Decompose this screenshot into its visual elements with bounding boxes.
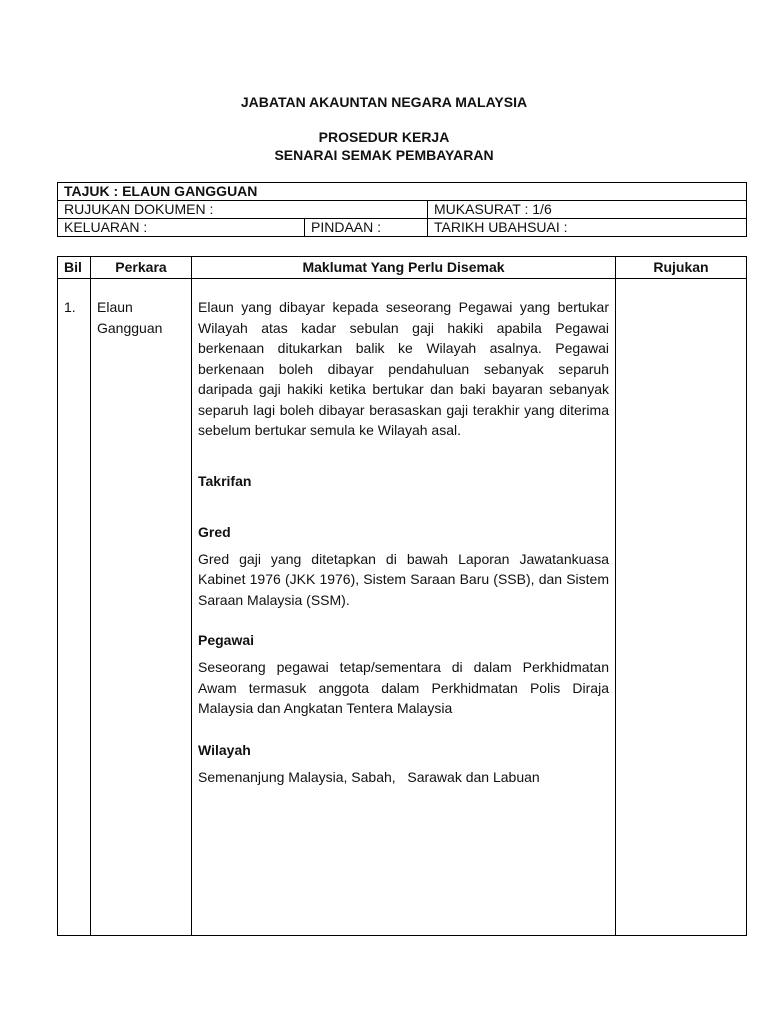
tarikh-ubahsuai-cell: TARIKH UBAHSUAI :: [428, 219, 747, 237]
bil-cell: [58, 279, 91, 936]
keluaran-cell: KELUARAN :: [58, 219, 305, 237]
doc-title-heading: SENARAI SEMAK PEMBAYARAN: [274, 147, 494, 163]
pegawai-paragraph: Seseorang pegawai tetap/sementara di dalam Perkhidmatan Awam termasuk anggota dalam Perkhidmatan Polis Diraja Malaysia dan Angkatan Tentera Malaysia: [198, 659, 609, 716]
header-rujukan: Rujukan: [616, 257, 747, 279]
perkara-line-1: Elaun: [97, 299, 133, 315]
pindaan-cell: PINDAAN :: [305, 219, 428, 237]
checklist-table: [57, 256, 747, 936]
document-info-table: [57, 182, 747, 237]
maklumat-content: [192, 279, 615, 787]
header-bil: Bil: [58, 257, 91, 279]
rujukan-cell: [616, 279, 747, 936]
perkara-line-2: Gangguan: [97, 320, 163, 336]
wilayah-paragraph: Semenanjung Malaysia, Sabah, Sarawak dan Labuan: [198, 768, 540, 785]
header-maklumat: Maklumat Yang Perlu Disemak: [192, 257, 616, 279]
intro-paragraph: Elaun yang dibayar kepada seseorang Pegawai yang bertukar Wilayah atas kadar sebulan gaji hakiki apabila Pegawai berkenaan ditukarkan balik ke Wilayah asalnya. Pegawai berkenaan boleh dibayar pendahuluan sebanyak separuh daripada gaji hakiki ketika bertukar dan baki bayaran sebanyak separuh lagi boleh dibayar berasaskan gaji terakhir yang diterima sebelum bertukar semula ke Wilayah asal.: [198, 299, 609, 438]
takrifan-heading: Takrifan: [198, 472, 252, 489]
bil-number: 1.: [64, 299, 76, 315]
table-row: [58, 279, 747, 936]
mukasurat-cell: MUKASURAT : 1/6: [428, 201, 747, 219]
header-perkara: Perkara: [91, 257, 192, 279]
organization-heading: JABATAN AKAUNTAN NEGARA MALAYSIA: [240, 94, 528, 110]
gred-heading: Gred: [198, 523, 231, 540]
gred-paragraph: Gred gaji yang ditetapkan di bawah Laporan Jawatankuasa Kabinet 1976 (JKK 1976), Sistem Saraan Baru (SSB), dan Sistem Saraan Malaysia (SSM).: [198, 550, 609, 608]
perkara-cell: [91, 279, 192, 936]
checklist-header-row: [58, 257, 747, 279]
pegawai-heading: Pegawai: [198, 632, 255, 648]
doc-type-heading: PROSEDUR KERJA: [318, 129, 450, 145]
rujukan-dokumen-cell: RUJUKAN DOKUMEN :: [58, 201, 428, 219]
maklumat-cell: [192, 279, 616, 936]
tajuk-cell: TAJUK : ELAUN GANGGUAN: [58, 183, 747, 201]
wilayah-heading: Wilayah: [198, 741, 251, 758]
perkara-text: [91, 279, 191, 339]
